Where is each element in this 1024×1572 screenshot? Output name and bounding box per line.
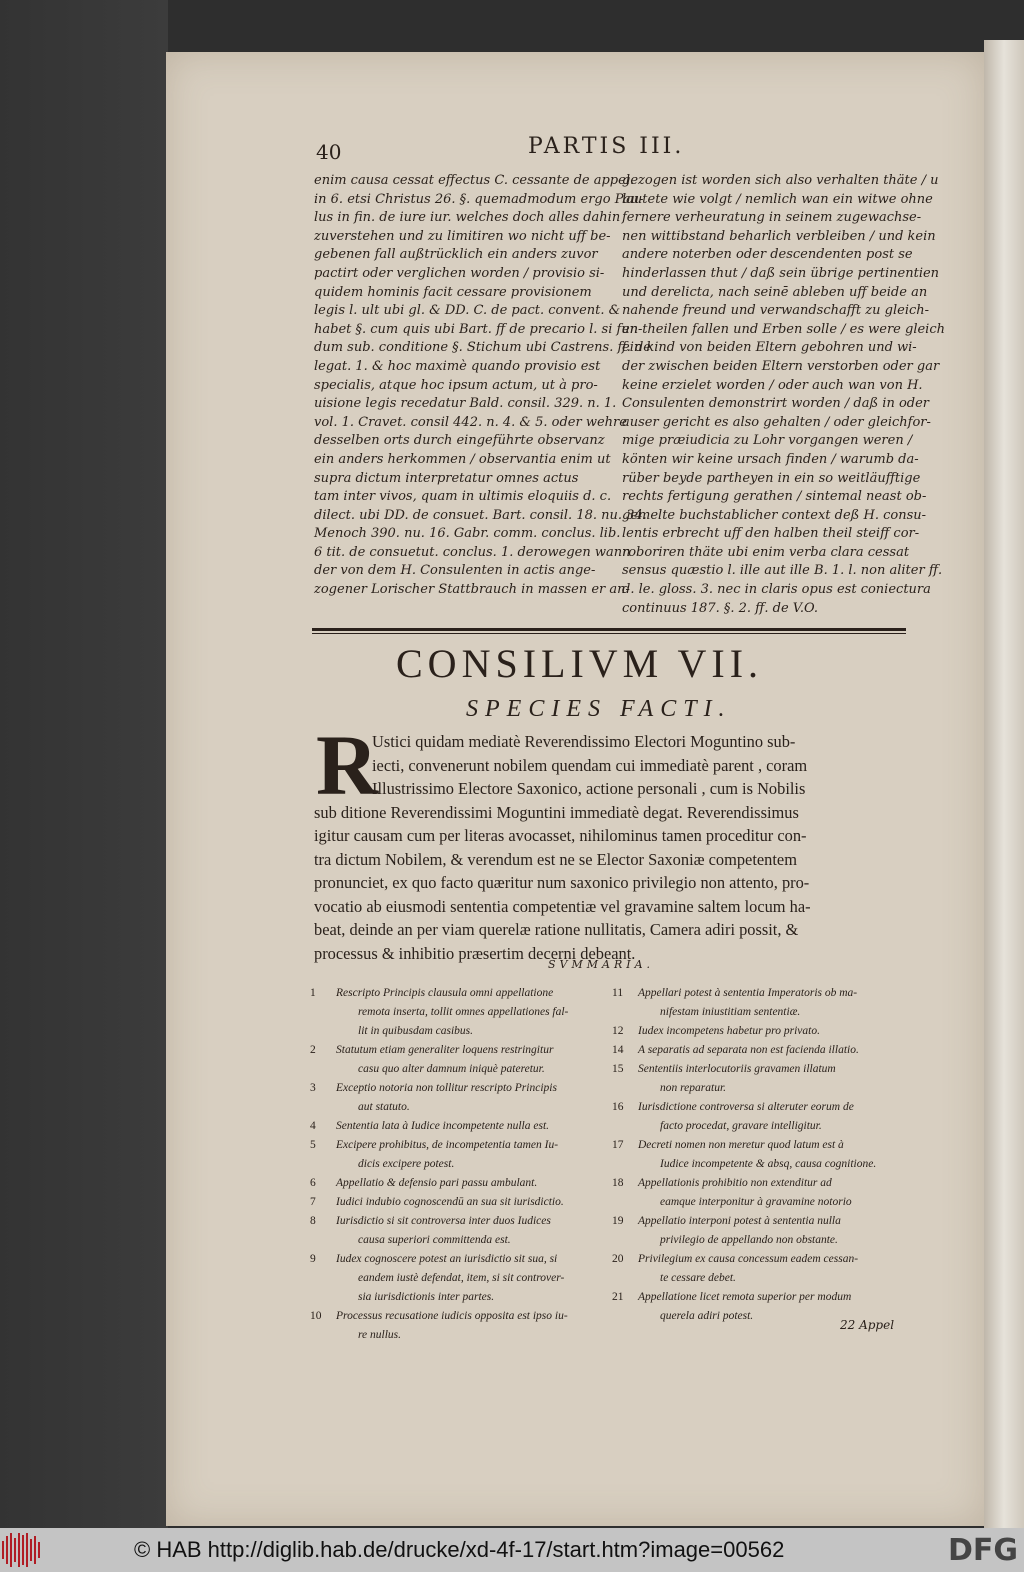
summary-text: facto procedat, gravare intelligitur. [660,1120,822,1132]
summary-number: 12 [612,1025,624,1037]
summary-number: 3 [310,1082,316,1094]
summary-text: privilegio de appellando non obstante. [660,1234,838,1246]
text-line: specialis, atque hoc ipsum actum, ut à pro- [314,377,598,393]
text-line: dum sub. conditione §. Stichum ubi Castrens. ff. de [314,340,651,356]
text-line: sensus quæstio l. ille aut ille B. 1. l. non aliter ff. [622,563,943,579]
summary-text: Rescripto Principis clausula omni appellatione [336,987,554,999]
summary-text: non reparatur. [660,1082,727,1094]
text-line: desselben orts durch eingeführte observanz [314,433,605,449]
text-line: continuus 187. §. 2. ff. de V.O. [622,600,819,616]
summary-number: 8 [310,1215,316,1227]
summary-text: aut statuto. [358,1101,410,1113]
summary-text: Appellationis prohibitio non extenditur ad [638,1177,832,1189]
summary-text: Sententiis interlocutoriis gravamen illatum [638,1063,836,1075]
text-line: der von dem H. Consulenten in actis ange- [314,563,596,579]
text-line: rechts fertigung gerathen / sintemal neast ob- [622,489,927,505]
section-subtitle: SPECIES FACTI. [466,696,732,722]
summary-item [310,1193,606,1212]
text-line: rüber beyde partheyen in ein so weitläufftige [622,470,921,486]
text-line: zogener Lorischer Stattbrauch in massen er an- [314,582,630,598]
text-column-right [622,172,945,618]
summary-text: Appellatio interponi potest à sententia nulla [638,1215,841,1227]
summary-item [310,1079,606,1117]
text-line: tam inter vivos, quam in ultimis eloquiis d. c. [314,489,612,505]
text-line: enim causa cessat effectus C. cessante de appel. [314,173,635,188]
text-line: hinderlassen thut / daß sein übrige pertinentien [622,265,940,281]
summary-text: Privilegium ex causa concessum eadem cessan- [638,1253,859,1265]
summary-number: 1 [310,987,316,999]
summary-number: 4 [310,1120,316,1132]
summary-text: Iurisdictione controversa si alteruter eorum de [638,1101,854,1113]
summary-text: Appellari potest à sententia Imperatoris ob ma- [638,987,858,999]
adjacent-page-edge [984,40,1024,1528]
text-line: könten wir keine ursach finden / warumb da- [622,451,919,467]
summary-text: Appellatio & defensio pari passu ambulant. [336,1177,538,1189]
summary-text: Iudex cognoscere potest an iurisdictio sit sua, si [336,1253,558,1265]
summary-item [310,1250,606,1307]
summaria-heading: SVMMARIA. [548,958,655,971]
summary-item [612,1022,908,1041]
summary-text: eamque interponitur à gravamine notorio [660,1196,852,1208]
summary-text: Iudici indubio cognoscendū an sua sit iurisdictio. [336,1196,564,1208]
text-line: habet §. cum quis ubi Bart. ff de precario l. si fun- [314,321,643,337]
section-title: CONSILIVM VII. [396,641,764,686]
summary-number: 9 [310,1253,316,1265]
summary-item [612,1060,908,1098]
summary-text: sia iurisdictionis inter partes. [358,1291,495,1303]
text-line: beat, deinde an per viam querelæ ratione nullitatis, Camera adiri possit, & [314,920,799,939]
summary-item [310,1117,606,1136]
summary-number: 20 [612,1253,624,1265]
summary-text: dicis excipere potest. [358,1158,455,1170]
summary-text: te cessare debet. [660,1272,736,1284]
text-line: dilect. ubi DD. de consuet. Bart. consil. 18. nu. 34. [314,507,647,523]
text-line: nen wittibstand beharlich verbleiben / und kein [622,228,936,244]
summary-item [310,1212,606,1250]
summary-text: querela adiri potest. [660,1310,754,1322]
summary-number: 21 [612,1291,624,1303]
summary-text: Excipere prohibitus, de incompetentia tamen Iu- [336,1139,559,1151]
text-line: supra dictum interpretatur omnes actus [314,470,579,486]
summary-text: Processus recusatione iudicis opposita est ipso iu- [336,1310,568,1322]
summary-number: 17 [612,1139,624,1151]
text-line: vocatio ab eiusmodi sententia competentiæ vel gravamine saltem locum ha- [314,896,811,916]
summary-text: Iudice incompetente & absq, causa cognitione. [660,1158,877,1170]
summary-item [310,1136,606,1174]
summary-text: Statutum etiam generaliter loquens restringitur [336,1044,554,1056]
summaria-right [612,984,908,1326]
text-line: igitur causam cum per literas avocasset, nihilominus tamen proceditur con- [314,826,807,845]
text-line: legis l. ult ubi gl. & DD. C. de pact. convent. & [314,303,621,319]
summary-text: remota inserta, tollit omnes appellationes fal- [358,1006,569,1018]
text-line: fernere verheuratung in seinem zugewachse- [622,210,922,226]
text-line: processus & inhibitio præsertim decerni debeant. [314,943,636,963]
text-line: lautete wie volgt / nemlich wan ein witwe ohne [622,191,933,207]
summary-number: 11 [612,987,624,999]
summary-item [310,1041,606,1079]
text-line: zuverstehen und zu limitiren wo nicht uff be- [314,228,611,244]
summary-text: Decreti nomen non meretur quod latum est à [638,1139,844,1151]
summary-text: Exceptio notoria non tollitur rescripto Principis [336,1082,557,1094]
text-line: pronunciet, ex quo facto quæritur num saxonico privilegio non attento, pro- [314,873,810,892]
text-line: nahende freund und verwandschafft zu gleich- [622,303,930,319]
summary-number: 7 [310,1196,316,1208]
summary-number: 5 [310,1139,316,1151]
text-line: und derelicta, nach seinē ableben uff beide an [622,284,928,300]
text-column-left [314,172,651,600]
text-line: 6 tit. de consuetut. conclus. 1. derowegen wann [314,544,631,560]
text-line: keine erzielet worden / oder auch wan von H. [622,377,923,393]
text-line: ein anders herkommen / observantia enim ut [314,451,611,467]
text-line: sub ditione Reverendissimi Moguntini immediatè degat. Reverendissimus [314,802,799,822]
summary-item [612,1174,908,1212]
summary-number: 16 [612,1101,624,1113]
background [0,0,168,1528]
summary-text: Iurisdictio si sit controversa inter duos Iudices [336,1215,551,1227]
text-line: iecti, convenerunt nobilem quendam cui immediatè parent , coram [372,755,808,775]
summary-item [612,1136,908,1174]
text-line: gemelte buchstablicher context deß H. consu- [622,507,927,523]
section-rule [312,628,906,634]
text-line: quidem hominis facit cessare provisionem [314,284,592,300]
summary-text: nifestam iniustitiam sententiæ. [660,1006,801,1018]
text-line: Ustici quidam mediatè Reverendissimo Electori Moguntino sub- [372,732,796,751]
summary-item [612,1250,908,1288]
species-facti-text [314,730,908,965]
summary-item [612,1041,908,1060]
summary-text: causa superiori committenda est. [358,1234,511,1246]
summary-number: 14 [612,1044,624,1056]
summary-text: Appellatione licet remota superior per modum [638,1291,852,1303]
summary-text: eandem iustè defendat, item, si sit controver- [358,1272,565,1284]
text-line: lentis erbrecht uff den halben theil steiff cor- [622,526,920,542]
text-line: auser gericht es also gehalten / oder gleichfor- [622,414,931,430]
summary-number: 6 [310,1177,316,1189]
text-line: Menoch 390. nu. 16. Gabr. comm. conclus. lib. [314,526,621,542]
summary-text: Sententia lata à Iudice incompetente nulla est. [336,1120,550,1132]
summary-number: 19 [612,1215,624,1227]
summary-text: Iudex incompetens habetur pro privato. [638,1025,820,1037]
text-line: d. le. gloss. 3. nec in claris opus est coniectura [622,582,931,598]
summary-number: 2 [310,1044,316,1056]
text-line: pactirt oder verglichen worden / provisio si- [314,265,605,281]
summary-text: casu quo alter damnum iniquè pateretur. [358,1063,545,1075]
running-head: PARTIS III. [528,134,685,159]
summaria-left [310,984,606,1345]
text-line: gezogen ist worden sich also verhalten thäte / u [622,173,939,188]
summary-number: 15 [612,1063,624,1075]
summary-item [310,1174,606,1193]
summary-item [612,1098,908,1136]
text-line: legat. 1. & hoc maximè quando provisio est [314,358,601,374]
summary-item [612,984,908,1022]
summary-text: lit in quibusdam casibus. [358,1025,474,1037]
text-line: gebenen fall außtrücklich ein anders zuvor [314,247,598,263]
summary-number: 10 [310,1310,322,1322]
summary-text: A separatis ad separata non est facienda illatio. [638,1044,859,1056]
viewer-footer [0,1528,1024,1572]
text-line: der zwischen beiden Eltern verstorben oder gar [622,358,940,374]
summary-item [310,1307,606,1345]
text-line: Consulenten demonstrirt worden / daß in oder [622,396,930,412]
text-line: ein kind von beiden Eltern gebohren und wi- [622,340,917,356]
text-line: lus in fin. de iure iur. welches doch alles dahin [314,210,621,226]
text-line: Illustrissimo Electore Saxonico, actione personali , cum is Nobilis [372,779,806,798]
text-line: in 6. etsi Christus 26. §. quemadmodum ergo Pau- [314,191,644,207]
drop-cap: R [316,717,379,813]
hab-logo-icon [2,1533,50,1567]
catchword: 22 Appel [840,1318,895,1332]
text-line: uisione legis recedatur Bald. consil. 329. n. 1. [314,396,617,412]
summary-item [310,984,606,1041]
page-number: 40 [316,140,342,164]
text-line: vol. 1. Cravet. consil 442. n. 4. & 5. oder wehre [314,414,627,430]
text-line: andere noterben oder descendenten post se [622,247,913,263]
summary-text: re nullus. [358,1329,402,1341]
summary-number: 18 [612,1177,624,1189]
text-line: roboriren thäte ubi enim verba clara cessat [622,544,910,560]
text-line: tra dictum Nobilem, & verendum est ne se Elector Saxoniæ competentem [314,849,797,869]
summary-item [612,1212,908,1250]
source-url[interactable]: © HAB http://diglib.hab.de/drucke/xd-4f-17/start.htm?image=00562 [134,1537,785,1562]
text-line: mige præiudicia zu Lohr vorgangen weren / [622,433,913,449]
text-line: en theilen fallen und Erben solle / es were gleich [622,321,945,337]
dfg-logo: DFG [947,1532,1018,1568]
